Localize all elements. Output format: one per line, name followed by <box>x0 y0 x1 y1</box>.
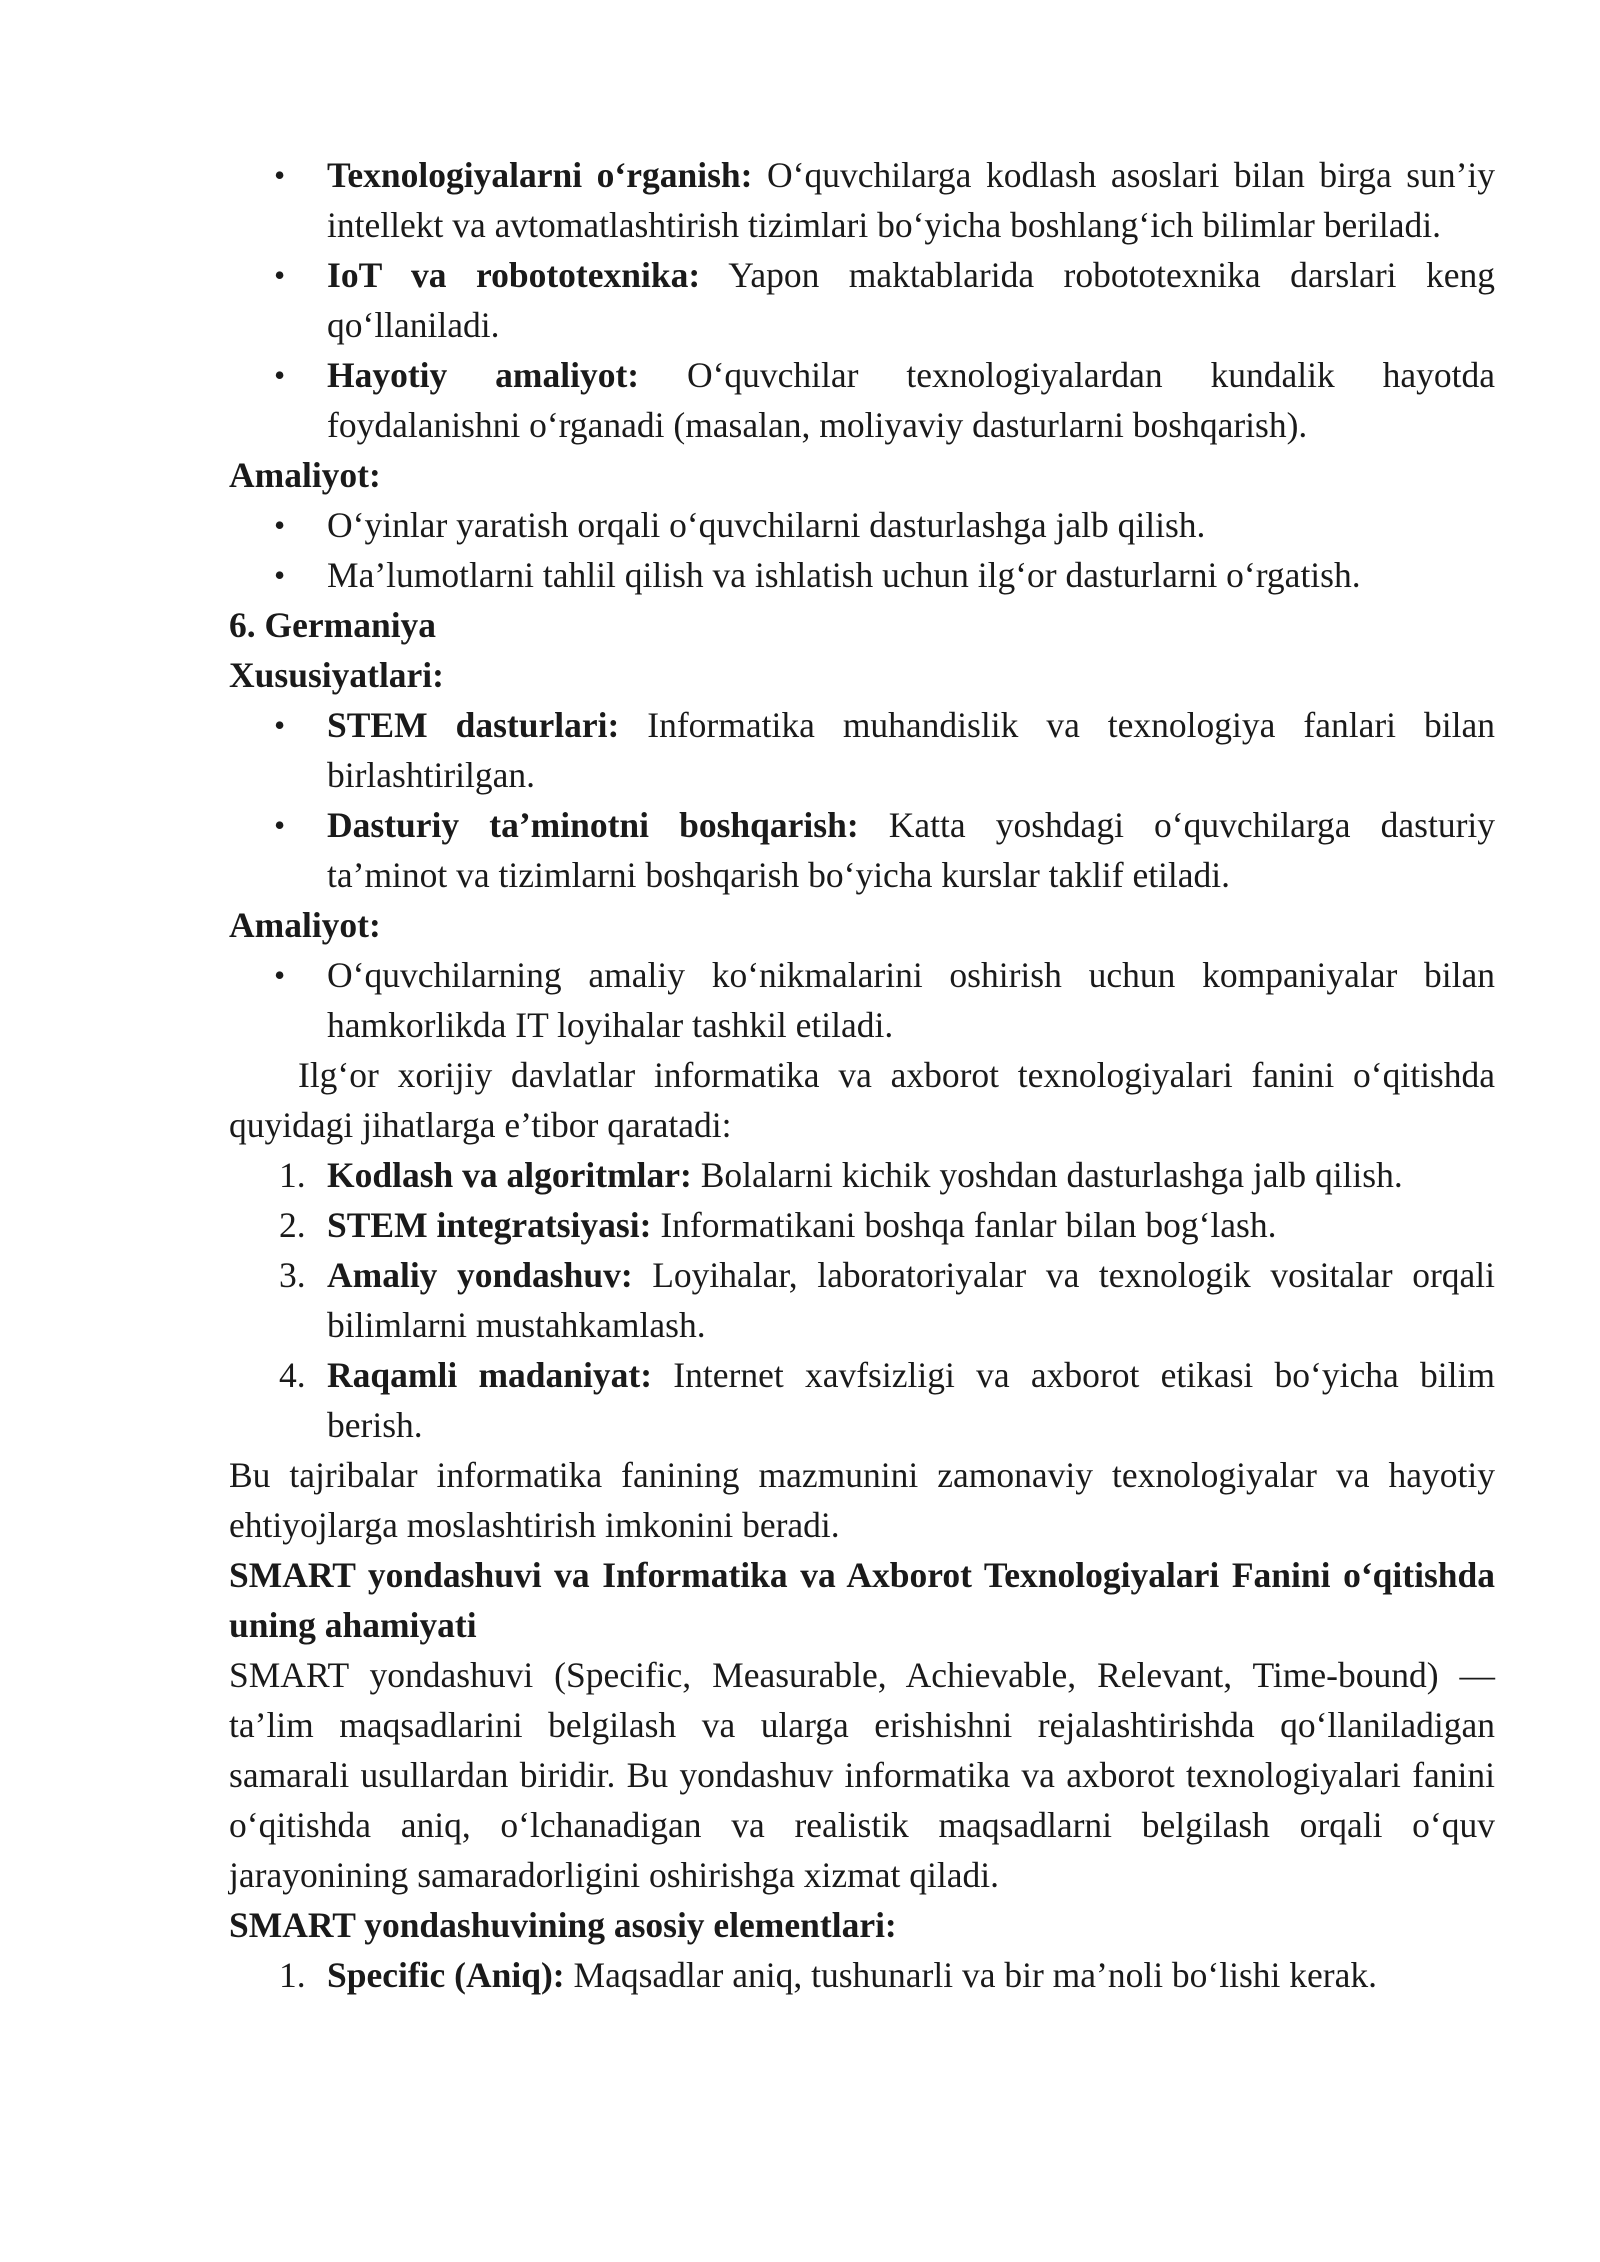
item-text: Katta yoshdagi o‘quvchilarga dasturiy ta’minot va tizimlarni boshqarish bo‘yicha kurslar taklif etiladi. <box>327 805 1496 895</box>
practice-heading: Amaliyot: <box>229 905 381 945</box>
item-number: 4. <box>279 1355 306 1395</box>
item-term: Hayotiy amaliyot: <box>327 355 640 395</box>
smart-elements-heading: SMART yondashuvining asosiy elementlari: <box>229 1905 897 1945</box>
item-term: Kodlash va algoritmlar: <box>327 1155 692 1195</box>
item-text: Maqsadlar aniq, tushunarli va bir ma’noli bo‘lishi kerak. <box>564 1955 1377 1995</box>
item-term: Amaliy yondashuv: <box>327 1255 633 1295</box>
item-term: Raqamli madaniyat: <box>327 1355 653 1395</box>
aspects-list <box>229 1150 1495 1450</box>
features-heading: Xususiyatlari: <box>229 655 444 695</box>
practice-heading: Amaliyot: <box>229 455 381 495</box>
list-item <box>229 800 1495 900</box>
list-item: • O‘quvchilarning amaliy ko‘nikmalarini oshirish uchun kompaniyalar bilan hamkorlikda IT loyihalar tashkil etiladi. <box>229 950 1495 1050</box>
document-page <box>229 150 1495 2000</box>
item-text: Internet xavfsizligi va axborot etikasi bo‘yicha bilim berish. <box>327 1355 1495 1445</box>
list-item <box>229 150 1495 250</box>
item-term: IoT va robototexnika: <box>327 255 701 295</box>
item-number: 2. <box>279 1205 306 1245</box>
technology-features-list <box>229 150 1495 450</box>
item-term: Specific (Aniq): <box>327 1955 565 1995</box>
list-item <box>229 1250 1495 1350</box>
summary-paragraph: Bu tajribalar informatika fanining mazmunini zamonaviy texnologiyalar va hayotiy ehtiyojlarga moslashtirish imkonini beradi. <box>229 1455 1495 1545</box>
item-text: Informatika muhandislik va texnologiya fanlari bilan birlashtirilgan. <box>327 705 1495 795</box>
practice-list <box>229 500 1495 600</box>
smart-elements-list <box>229 1950 1495 2000</box>
item-term: STEM dasturlari: <box>327 705 620 745</box>
item-term: Texnologiyalarni o‘rganish: <box>327 155 753 195</box>
smart-section-heading: SMART yondashuvi va Informatika va Axborot Texnologiyalari Fanini o‘qitishda uning ahamiyati <box>229 1555 1495 1645</box>
intro-paragraph: Ilg‘or xorijiy davlatlar informatika va axborot texnologiyalari fanini o‘qitishda quyidagi jihatlarga e’tibor qaratadi: <box>229 1055 1495 1145</box>
germany-practice-list <box>229 950 1495 1050</box>
item-text: Informatikani boshqa fanlar bilan bog‘lash. <box>651 1205 1277 1245</box>
list-item <box>229 1950 1495 2000</box>
item-text: Bolalarni kichik yoshdan dasturlashga jalb qilish. <box>691 1155 1403 1195</box>
item-text: Loyihalar, laboratoriyalar va texnologik vositalar orqali bilimlarni mustahkamlash. <box>327 1255 1495 1345</box>
item-term: STEM integratsiyasi: <box>327 1205 652 1245</box>
item-number: 1. <box>279 1155 306 1195</box>
item-number: 1. <box>279 1955 306 1995</box>
list-item <box>229 350 1495 450</box>
list-item <box>229 1200 1495 1250</box>
germany-features-list <box>229 700 1495 900</box>
item-text: O‘quvchilar texnologiyalardan kundalik hayotda foydalanishni o‘rganadi (masalan, moliyaviy dasturlarni boshqarish). <box>327 355 1495 445</box>
item-term: Dasturiy ta’minotni boshqarish: <box>327 805 859 845</box>
list-item <box>229 700 1495 800</box>
list-item: • Ma’lumotlarni tahlil qilish va ishlatish uchun ilg‘or dasturlarni o‘rgatish. <box>229 550 1495 600</box>
item-text: O‘quvchilarga kodlash asoslari bilan birga sun’iy intellekt va avtomatlashtirish tizimlari bo‘yicha boshlang‘ich bilimlar beriladi. <box>327 155 1496 245</box>
item-text: Yapon maktablarida robototexnika darslari keng qo‘llaniladi. <box>327 255 1495 345</box>
list-item: • O‘yinlar yaratish orqali o‘quvchilarni dasturlashga jalb qilish. <box>229 500 1495 550</box>
smart-paragraph: SMART yondashuvi (Specific, Measurable, Achievable, Relevant, Time-bound) — ta’lim maqsadlarini belgilash va ularga erishishni rejalashtirishda qo‘llaniladigan samarali usullardan biridir. Bu yondashuv informatika va axborot texnologiyalari fanini o‘qitishda aniq, o‘lchanadigan va realistik maqsadlarni belgilash orqali o‘quv jarayonining samaradorligini oshirishga xizmat qiladi. <box>229 1655 1495 1895</box>
section-title-germany: 6. Germaniya <box>229 605 437 645</box>
list-item <box>229 1350 1495 1450</box>
item-number: 3. <box>279 1255 306 1295</box>
list-item <box>229 250 1495 350</box>
list-item <box>229 1150 1495 1200</box>
